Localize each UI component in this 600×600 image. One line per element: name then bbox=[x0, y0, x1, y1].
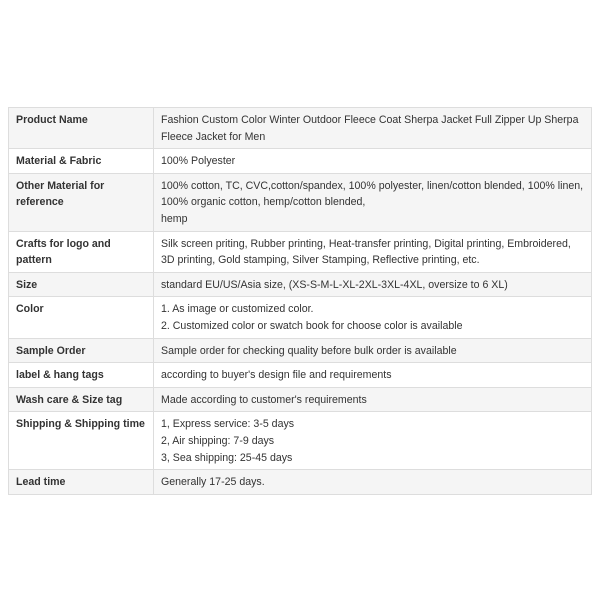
row-label: Product Name bbox=[9, 108, 154, 149]
value-line: according to buyer's design file and requirements bbox=[161, 369, 392, 382]
row-label: Shipping & Shipping time bbox=[9, 412, 154, 470]
row-label: Lead time bbox=[9, 470, 154, 495]
row-label: Material & Fabric bbox=[9, 149, 154, 174]
value-line: 100% Polyester bbox=[161, 155, 236, 168]
value-line: 2, Air shipping: 7-9 days bbox=[161, 434, 275, 447]
table-row bbox=[9, 387, 592, 412]
row-label: Sample Order bbox=[9, 338, 154, 363]
row-value bbox=[154, 108, 592, 149]
value-line: Silk screen priting, Rubber printing, Heat-transfer printing, Digital printing, Embroidered, 3D printing, Gold stamping, Silver Stamping, Reflective printing, etc. bbox=[161, 237, 571, 267]
table-row bbox=[9, 338, 592, 363]
value-line: Fashion Custom Color Winter Outdoor Fleece Coat Sherpa Jacket Full Zipper Up Sherpa Fleece Jacket for Men bbox=[161, 114, 579, 143]
table-row bbox=[9, 470, 592, 495]
value-line: 1. As image or customized color. bbox=[161, 303, 314, 316]
table-row bbox=[9, 231, 592, 272]
value-line: 3, Sea shipping: 25-45 days bbox=[161, 451, 293, 464]
value-line: 100% cotton, TC, CVC,cotton/spandex, 100% polyester, linen/cotton blended, 100% linen, 100% organic cotton, hemp/cotton blended, bbox=[161, 179, 584, 209]
row-value bbox=[154, 387, 592, 412]
row-value bbox=[154, 412, 592, 470]
value-line: Sample order for checking quality before bulk order is available bbox=[161, 344, 457, 357]
row-value bbox=[154, 338, 592, 363]
value-line: standard EU/US/Asia size, (XS-S-M-L-XL-2XL-3XL-4XL, oversize to 6 XL) bbox=[161, 278, 508, 291]
row-value bbox=[154, 173, 592, 231]
row-value bbox=[154, 363, 592, 388]
row-label: label & hang tags bbox=[9, 363, 154, 388]
row-label: Crafts for logo and pattern bbox=[9, 231, 154, 272]
table-row bbox=[9, 272, 592, 297]
table-row bbox=[9, 149, 592, 174]
value-line: 2. Customized color or swatch book for choose color is available bbox=[161, 319, 463, 332]
table-row bbox=[9, 297, 592, 338]
row-label: Color bbox=[9, 297, 154, 338]
row-value bbox=[154, 231, 592, 272]
row-value bbox=[154, 149, 592, 174]
row-value bbox=[154, 272, 592, 297]
table-row bbox=[9, 108, 592, 149]
row-label: Wash care & Size tag bbox=[9, 387, 154, 412]
row-value bbox=[154, 470, 592, 495]
row-label: Other Material for reference bbox=[9, 173, 154, 231]
value-line: hemp bbox=[161, 212, 188, 225]
value-line: Made according to customer's requirements bbox=[161, 393, 367, 406]
value-line: Generally 17-25 days. bbox=[161, 476, 265, 489]
value-line: 1, Express service: 3-5 days bbox=[161, 418, 295, 431]
table-row bbox=[9, 173, 592, 231]
row-label: Size bbox=[9, 272, 154, 297]
table-row bbox=[9, 363, 592, 388]
row-value bbox=[154, 297, 592, 338]
table-row bbox=[9, 412, 592, 470]
product-spec-table bbox=[8, 107, 592, 495]
